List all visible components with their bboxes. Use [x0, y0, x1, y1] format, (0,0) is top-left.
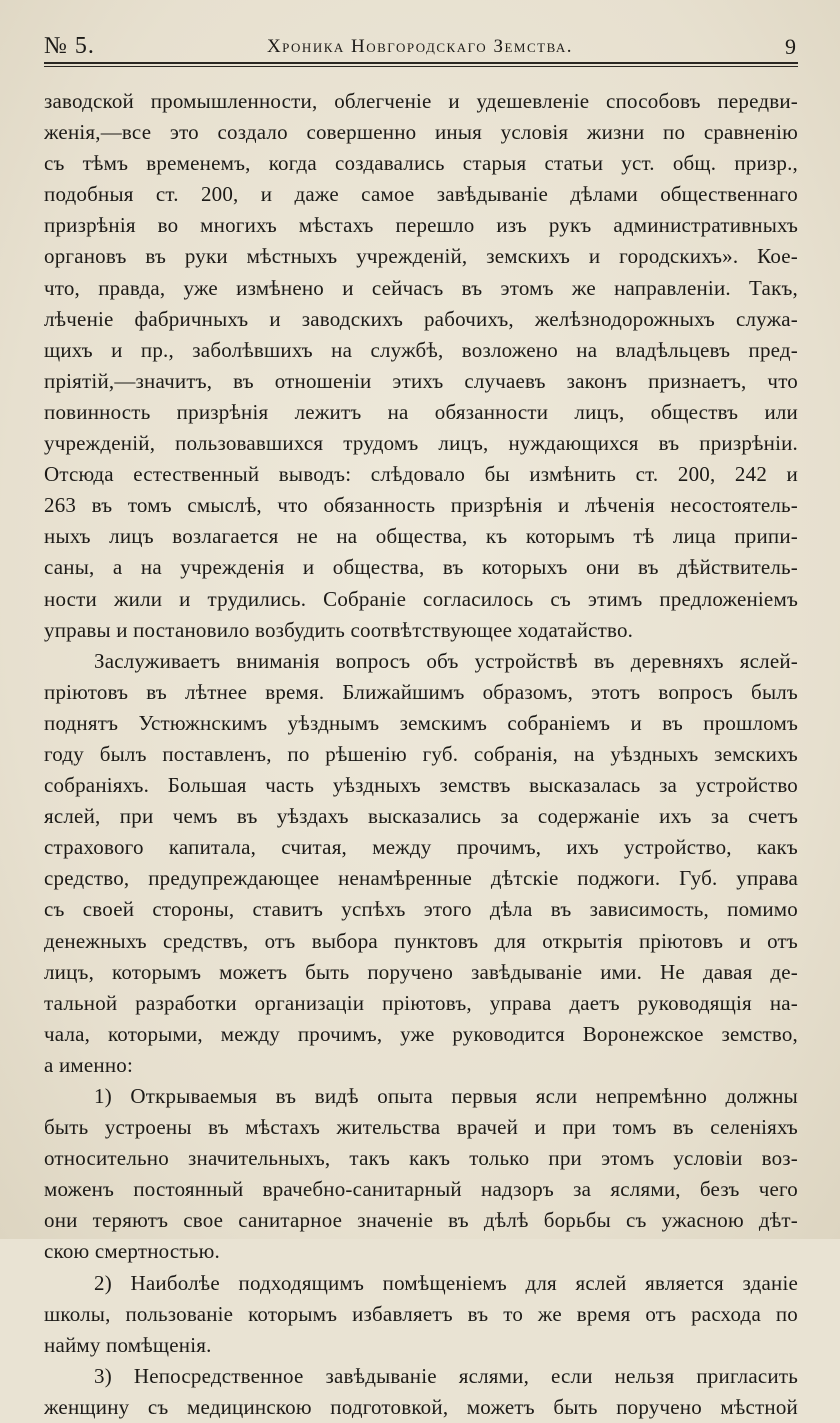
text-line: пріятій,—значитъ, въ отношеніи этихъ случаевъ законъ признаетъ, что	[44, 368, 798, 393]
running-header	[44, 30, 796, 60]
text-line: органовъ въ руки мѣстныхъ учрежденій, земскихъ и городскихъ». Кое-	[44, 244, 798, 269]
header-rule-thin	[44, 66, 798, 67]
list-item-line: 3) Непосредственное завѣдываніе яслями, если нельзя пригласить	[94, 1363, 798, 1388]
text-line: они теряютъ свое санитарное значеніе въ дѣлѣ борьбы съ ужасною дѣт-	[44, 1208, 798, 1233]
issue-number: № 5.	[44, 33, 95, 59]
text-line: повинность призрѣнія лежитъ на обязанности лицъ, обществъ или	[44, 399, 798, 424]
text-line: относительно значительныхъ, такъ какъ только при этомъ условіи воз-	[44, 1146, 798, 1171]
text-line: собраніяхъ. Большая часть уѣздныхъ земствъ высказалась за устройство	[44, 773, 798, 798]
text-line: страхового капитала, считая, между прочимъ, ихъ устройство, какъ	[44, 835, 798, 860]
text-line: Отсюда естественный выводъ: слѣдовало бы измѣнить ст. 200, 242 и	[44, 462, 798, 487]
text-line: что, правда, уже измѣнено и сейчасъ въ этомъ же направленіи. Такъ,	[44, 275, 798, 300]
text-line: призрѣнія во многихъ мѣстахъ перешло изъ рукъ административныхъ	[44, 213, 798, 238]
text-line: яслей, при чемъ въ уѣздахъ высказались за содержаніе ихъ за счетъ	[44, 804, 798, 829]
text-line: подобныя ст. 200, и даже самое завѣдываніе дѣлами общественнаго	[44, 182, 798, 207]
page-number: 9	[785, 34, 796, 59]
text-line: денежныхъ средствъ, отъ выбора пунктовъ для открытія пріютовъ и отъ	[44, 928, 798, 953]
header-rule	[44, 62, 798, 64]
text-line: лѣченіе фабричныхъ и заводскихъ рабочихъ, желѣзнодорожныхъ служа-	[44, 306, 798, 331]
text-line: заводской промышленности, облегченіе и удешевленіе способовъ передви-	[44, 89, 798, 113]
text-line: пріютовъ въ лѣтнее время. Ближайшимъ образомъ, этотъ вопросъ былъ	[44, 679, 798, 704]
text-line: женія,—все это создало совершенно иныя условія жизни по сравненію	[44, 120, 798, 145]
text-line: съ тѣмъ временемъ, когда создавались старыя статьи уст. общ. призр.,	[44, 151, 798, 176]
text-line: лицъ, которымъ можетъ быть поручено завѣдываніе ими. Не давая де-	[44, 959, 798, 984]
text-line: быть устроены въ мѣстахъ жительства врачей и при томъ въ селеніяхъ	[44, 1115, 798, 1140]
text-line: управы и постановило возбудить соотвѣтствующее ходатайство.	[44, 617, 634, 642]
text-line: тальной разработки организаціи пріютовъ, управа даетъ руководящія на-	[44, 990, 798, 1015]
text-line: скою смертностью.	[44, 1239, 220, 1264]
text-line: 263 въ томъ смыслѣ, что обязанность призрѣнія и лѣченія несостоятель-	[44, 493, 798, 518]
text-line: Заслуживаетъ вниманія вопросъ объ устройствѣ въ деревняхъ яслей-	[94, 648, 798, 673]
text-line: съ своей стороны, ставитъ успѣхъ этого дѣла въ зависимость, помимо	[44, 897, 798, 922]
text-line: моженъ постоянный врачебно-санитарный надзоръ за яслями, безъ чего	[44, 1177, 798, 1202]
text-line: чала, которыми, между прочимъ, уже руководится Воронежское земство,	[44, 1021, 798, 1046]
text-line: поднятъ Устюжнскимъ уѣзднымъ земскимъ собраніемъ и въ прошломъ	[44, 710, 798, 735]
list-item-line: 1) Открываемыя въ видѣ опыта первыя ясли непремѣнно должны	[94, 1084, 798, 1108]
text-line: ности жили и трудились. Собраніе согласилось съ этимъ предложеніемъ	[44, 586, 798, 611]
text-line: школы, пользованіе которымъ избавляетъ въ то же время отъ расхода по	[44, 1301, 798, 1326]
text-line: щихъ и пр., заболѣвшихъ на службѣ, возложено на владѣльцевъ пред-	[44, 337, 798, 362]
body-text	[44, 86, 798, 1423]
text-line: ныхъ лицъ возлагается не на общества, къ которымъ тѣ лица припи-	[44, 524, 798, 549]
list-item-line: 2) Наиболѣе подходящимъ помѣщеніемъ для яслей является зданіе	[94, 1270, 798, 1295]
text-line: средство, предупреждающее ненамѣренные дѣтскіе поджоги. Губ. управа	[44, 866, 798, 891]
journal-title: Хроника Новгородскаго Земства.	[266, 36, 574, 57]
text-line: а именно:	[44, 1052, 134, 1077]
text-line: найму помѣщенія.	[44, 1332, 212, 1357]
text-line: женщину съ медицинскою подготовкой, можетъ быть поручено мѣстной	[44, 1394, 798, 1419]
text-line: учрежденій, пользовавшихся трудомъ лицъ, нуждающихся въ призрѣніи.	[44, 431, 798, 456]
text-line: году былъ поставленъ, по рѣшенію губ. собранія, на уѣздныхъ земскихъ	[44, 741, 798, 766]
text-line: саны, а на учрежденія и общества, въ которыхъ они въ дѣйствитель-	[44, 555, 798, 580]
